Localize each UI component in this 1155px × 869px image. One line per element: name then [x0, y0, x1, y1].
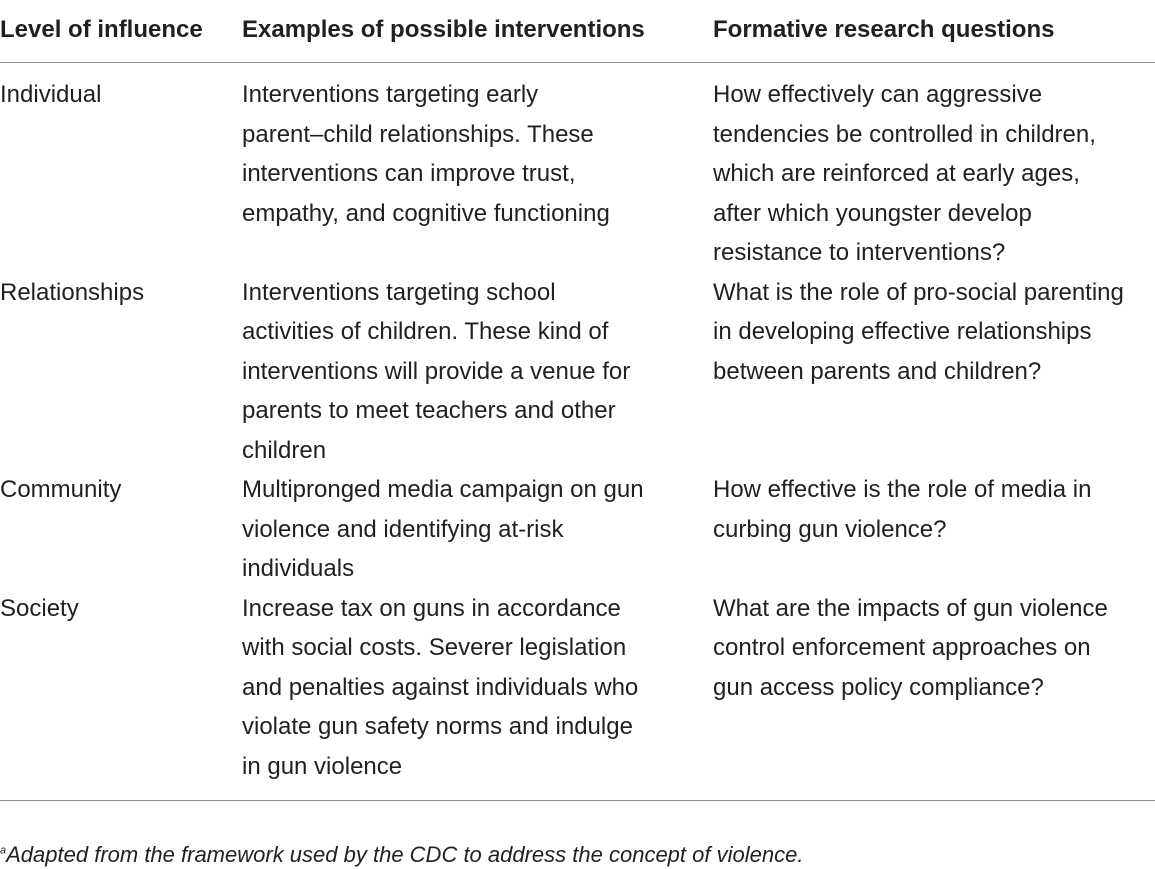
- cell-intervention: Increase tax on guns in accordance with social costs. Severer legislation and penalties against individuals who violate gun safety norms and indulge in gun violence: [242, 589, 713, 801]
- cell-level: Individual: [0, 81, 102, 108]
- cell-intervention: Interventions targeting school activities of children. These kind of interventions will provide a venue for parents to meet teachers and other children: [242, 278, 631, 464]
- cell-question: What are the impacts of gun violence control enforcement approaches on gun access policy compliance?: [713, 589, 1155, 801]
- intervention-framework-table: [0, 10, 1155, 801]
- header-possible-interventions: Examples of possible interventions: [242, 10, 713, 63]
- header-level-of-influence: Level of influence: [0, 10, 242, 63]
- table-body: [0, 63, 1155, 801]
- cell-question: What is the role of pro-social parenting in developing effective relationships between parents and children?: [713, 278, 1124, 385]
- footnote-marker: a: [0, 844, 7, 857]
- table-row: [0, 589, 1155, 801]
- footnote-text: Adapted from the framework used by the CDC to address the concept of violence.: [6, 842, 804, 867]
- cell-question: How effective is the role of media in curbing gun violence?: [713, 476, 1092, 543]
- cell-level: Society: [0, 589, 242, 801]
- table-row: [0, 273, 1155, 471]
- table-row: [0, 470, 1155, 589]
- header-research-questions: Formative research questions: [713, 10, 1155, 63]
- cell-question: How effectively can aggressive tendencies be controlled in children, which are reinforced at early ages, after which youngster develop resistance to interventions?: [713, 81, 1096, 266]
- cell-level: Relationships: [0, 278, 145, 306]
- cell-intervention: Interventions targeting early parent–child relationships. These interventions can improve trust, empathy, and cognitive functioning: [242, 81, 610, 227]
- table-header: [0, 10, 1155, 63]
- table-row: [0, 63, 1155, 273]
- cell-level: Community: [0, 476, 122, 503]
- header-row: [0, 10, 1155, 63]
- cell-intervention: Multipronged media campaign on gun violence and identifying at-risk individuals: [242, 476, 644, 582]
- table-footnote: [0, 841, 803, 869]
